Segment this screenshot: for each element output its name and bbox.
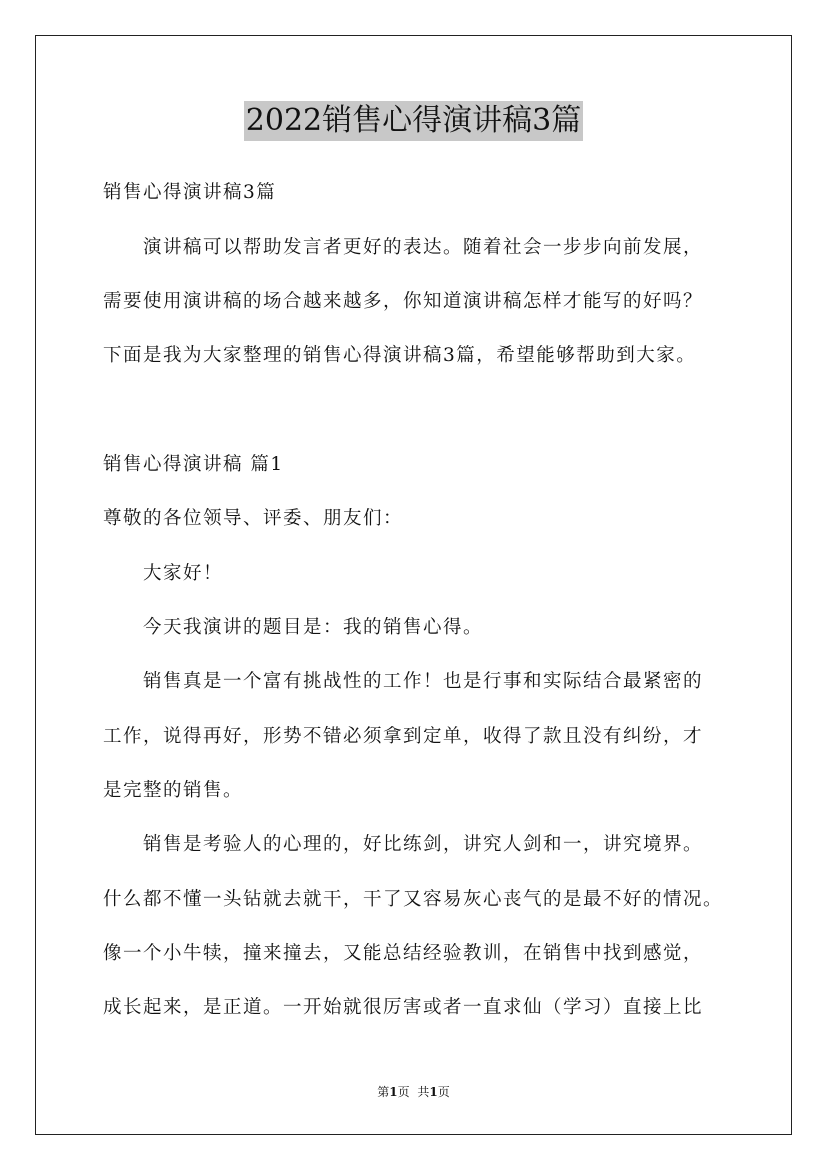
page-suffix: 页	[397, 1085, 410, 1099]
body-line: 成长起来，是正道。一开始就很厉害或者一直求仙（学习）直接上比	[103, 997, 704, 1018]
intro-line-1: 演讲稿可以帮助发言者更好的表达。随着社会一步步向前发展，	[143, 237, 704, 258]
total-prefix: 共	[417, 1085, 430, 1099]
body-line: 像一个小牛犊，撞来撞去，又能总结经验教训，在销售中找到感觉，	[103, 943, 704, 964]
body-line: 今天我演讲的题目是：我的销售心得。	[143, 617, 484, 638]
page-prefix: 第	[377, 1085, 390, 1099]
page-footer	[0, 1084, 827, 1100]
body-line: 工作，说得再好，形势不错必须拿到定单，收得了款且没有纠纷，才	[103, 726, 704, 747]
body-line: 是完整的销售。	[103, 780, 244, 801]
title-container	[0, 101, 827, 141]
total-suffix: 页	[437, 1085, 450, 1099]
page-number: 1	[389, 1085, 398, 1099]
body-line: 销售真是一个富有挑战性的工作！也是行事和实际结合最紧密的	[143, 671, 704, 692]
body-line: 什么都不懂一头钻就去就干，干了又容易灰心丧气的是最不好的情况。	[103, 889, 724, 910]
body-line: 销售是考验人的心理的，好比练剑，讲究人剑和一，讲究境界。	[143, 834, 704, 855]
intro-line-3: 下面是我为大家整理的销售心得演讲稿3篇，希望能够帮助到大家。	[103, 345, 697, 366]
doc-subtitle: 销售心得演讲稿3篇	[103, 182, 277, 203]
greeting: 大家好！	[143, 563, 224, 584]
salutation: 尊敬的各位领导、评委、朋友们：	[103, 508, 404, 529]
intro-line-2: 需要使用演讲稿的场合越来越多，你知道演讲稿怎样才能写的好吗？	[103, 291, 704, 312]
total-pages: 1	[429, 1085, 438, 1099]
section-heading: 销售心得演讲稿 篇1	[103, 454, 284, 475]
document-title: 2022销售心得演讲稿3篇	[244, 101, 583, 141]
